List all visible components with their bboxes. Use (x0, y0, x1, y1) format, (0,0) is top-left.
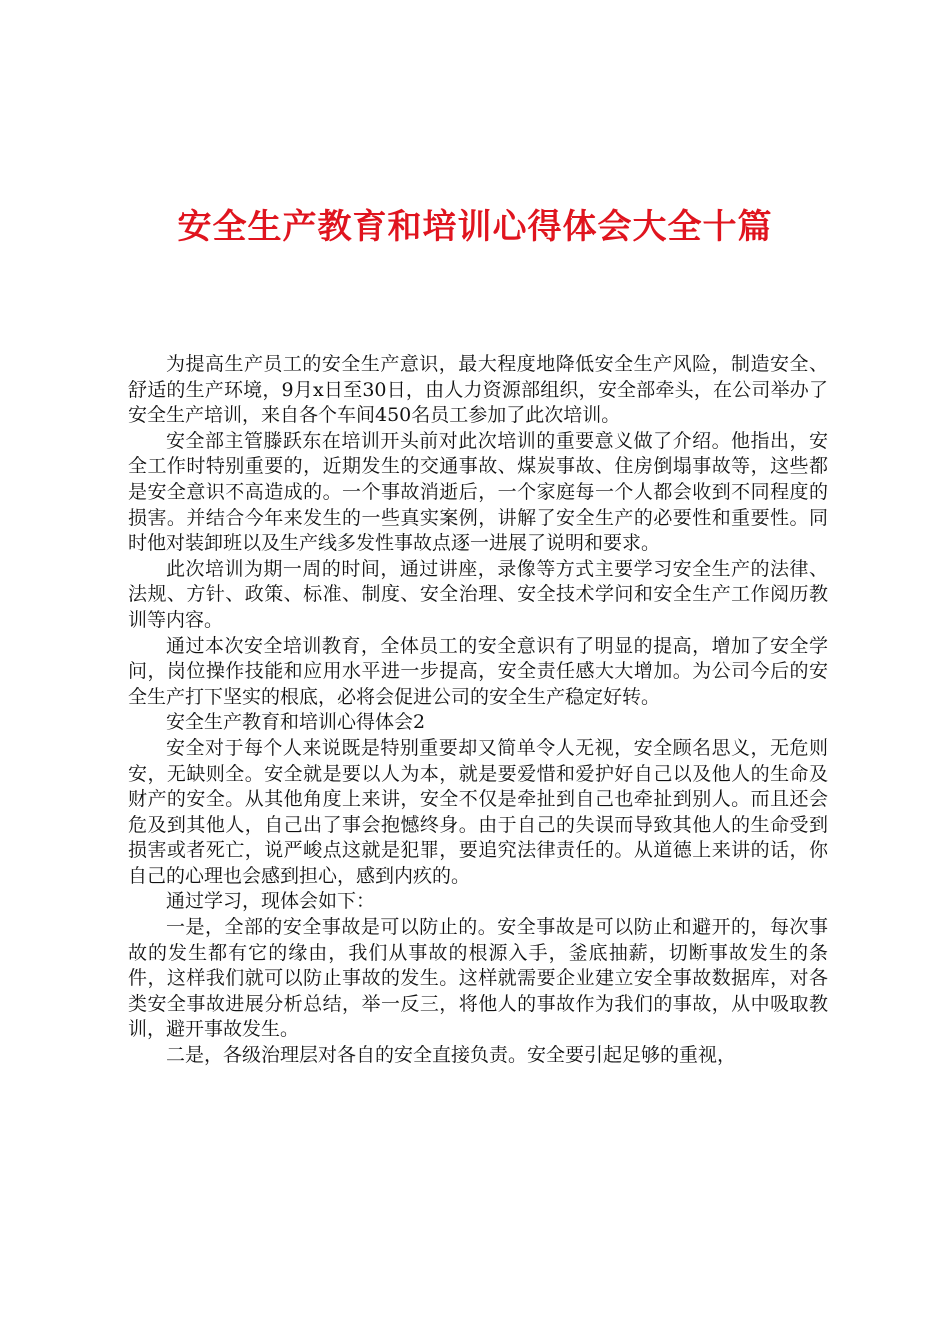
paragraph: 通过学习，现体会如下： (166, 890, 376, 913)
paragraph: 安全对于每个人来说既是特别重要却又简单令人无视，安全顾名思义，无危则安，无缺则全。安全就是要以人为本，就是要爱惜和爱护好自己以及他人的生命及财产的安全。从其他角度上来讲，安全不仅是牵扯到自己也牵扯到别人。而且还会危及到其他人，自己出了事会抱憾终身。由于自己的失误而导致其他人的生命受到损害或者死亡，说严峻点这就是犯罪，要追究法律责任的。从道德上来讲的话，你自己的心理也会感到担心，感到内疚的。 (128, 736, 828, 887)
document-body (128, 352, 828, 1069)
paragraph: 安全部主管滕跃东在培训开头前对此次培训的重要意义做了介绍。他指出，安全工作时特别重要的，近期发生的交通事故、煤炭事故、住房倒塌事故等，这些都是安全意识不高造成的。一个事故消逝后，一个家庭每一个人都会收到不同程度的损害。并结合今年来发生的一些真实案例，讲解了安全生产的必要性和重要性。同时他对装卸班以及生产线多发性事故点逐一进展了说明和要求。 (128, 429, 828, 555)
paragraph: 通过本次安全培训教育，全体员工的安全意识有了明显的提高，增加了安全学问，岗位操作技能和应用水平进一步提高，安全责任感大大增加。为公司今后的安全生产打下坚实的根底，必将会促进公司的安全生产稳定好转。 (128, 634, 828, 708)
paragraph: 二是，各级治理层对各自的安全直接负责。安全要引起足够的重视， (166, 1044, 737, 1067)
paragraph: 此次培训为期一周的时间，通过讲座，录像等方式主要学习安全生产的法律、法规、方针、政策、标准、制度、安全治理、安全技术学问和安全生产工作阅历教训等内容。 (128, 557, 828, 631)
paragraph: 一是，全部的安全事故是可以防止的。安全事故是可以防止和避开的，每次事故的发生都有它的缘由，我们从事故的根源入手，釜底抽薪，切断事故发生的条件，这样我们就可以防止事故的发生。这样就需要企业建立安全事故数据库，对各类安全事故进展分析总结，举一反三，将他人的事故作为我们的事故，从中吸取教训，避开事故发生。 (128, 916, 828, 1041)
paragraph: 为提高生产员工的安全生产意识，最大程度地降低安全生产风险，制造安全、舒适的生产环境，9月x日至30日，由人力资源部组织，安全部牵头，在公司举办了安全生产培训，来自各个车间450名员工参加了此次培训。 (128, 353, 828, 427)
section-heading: 安全生产教育和培训心得体会2 (166, 711, 426, 734)
document-title: 安全生产教育和培训心得体会大全十篇 (177, 207, 773, 247)
